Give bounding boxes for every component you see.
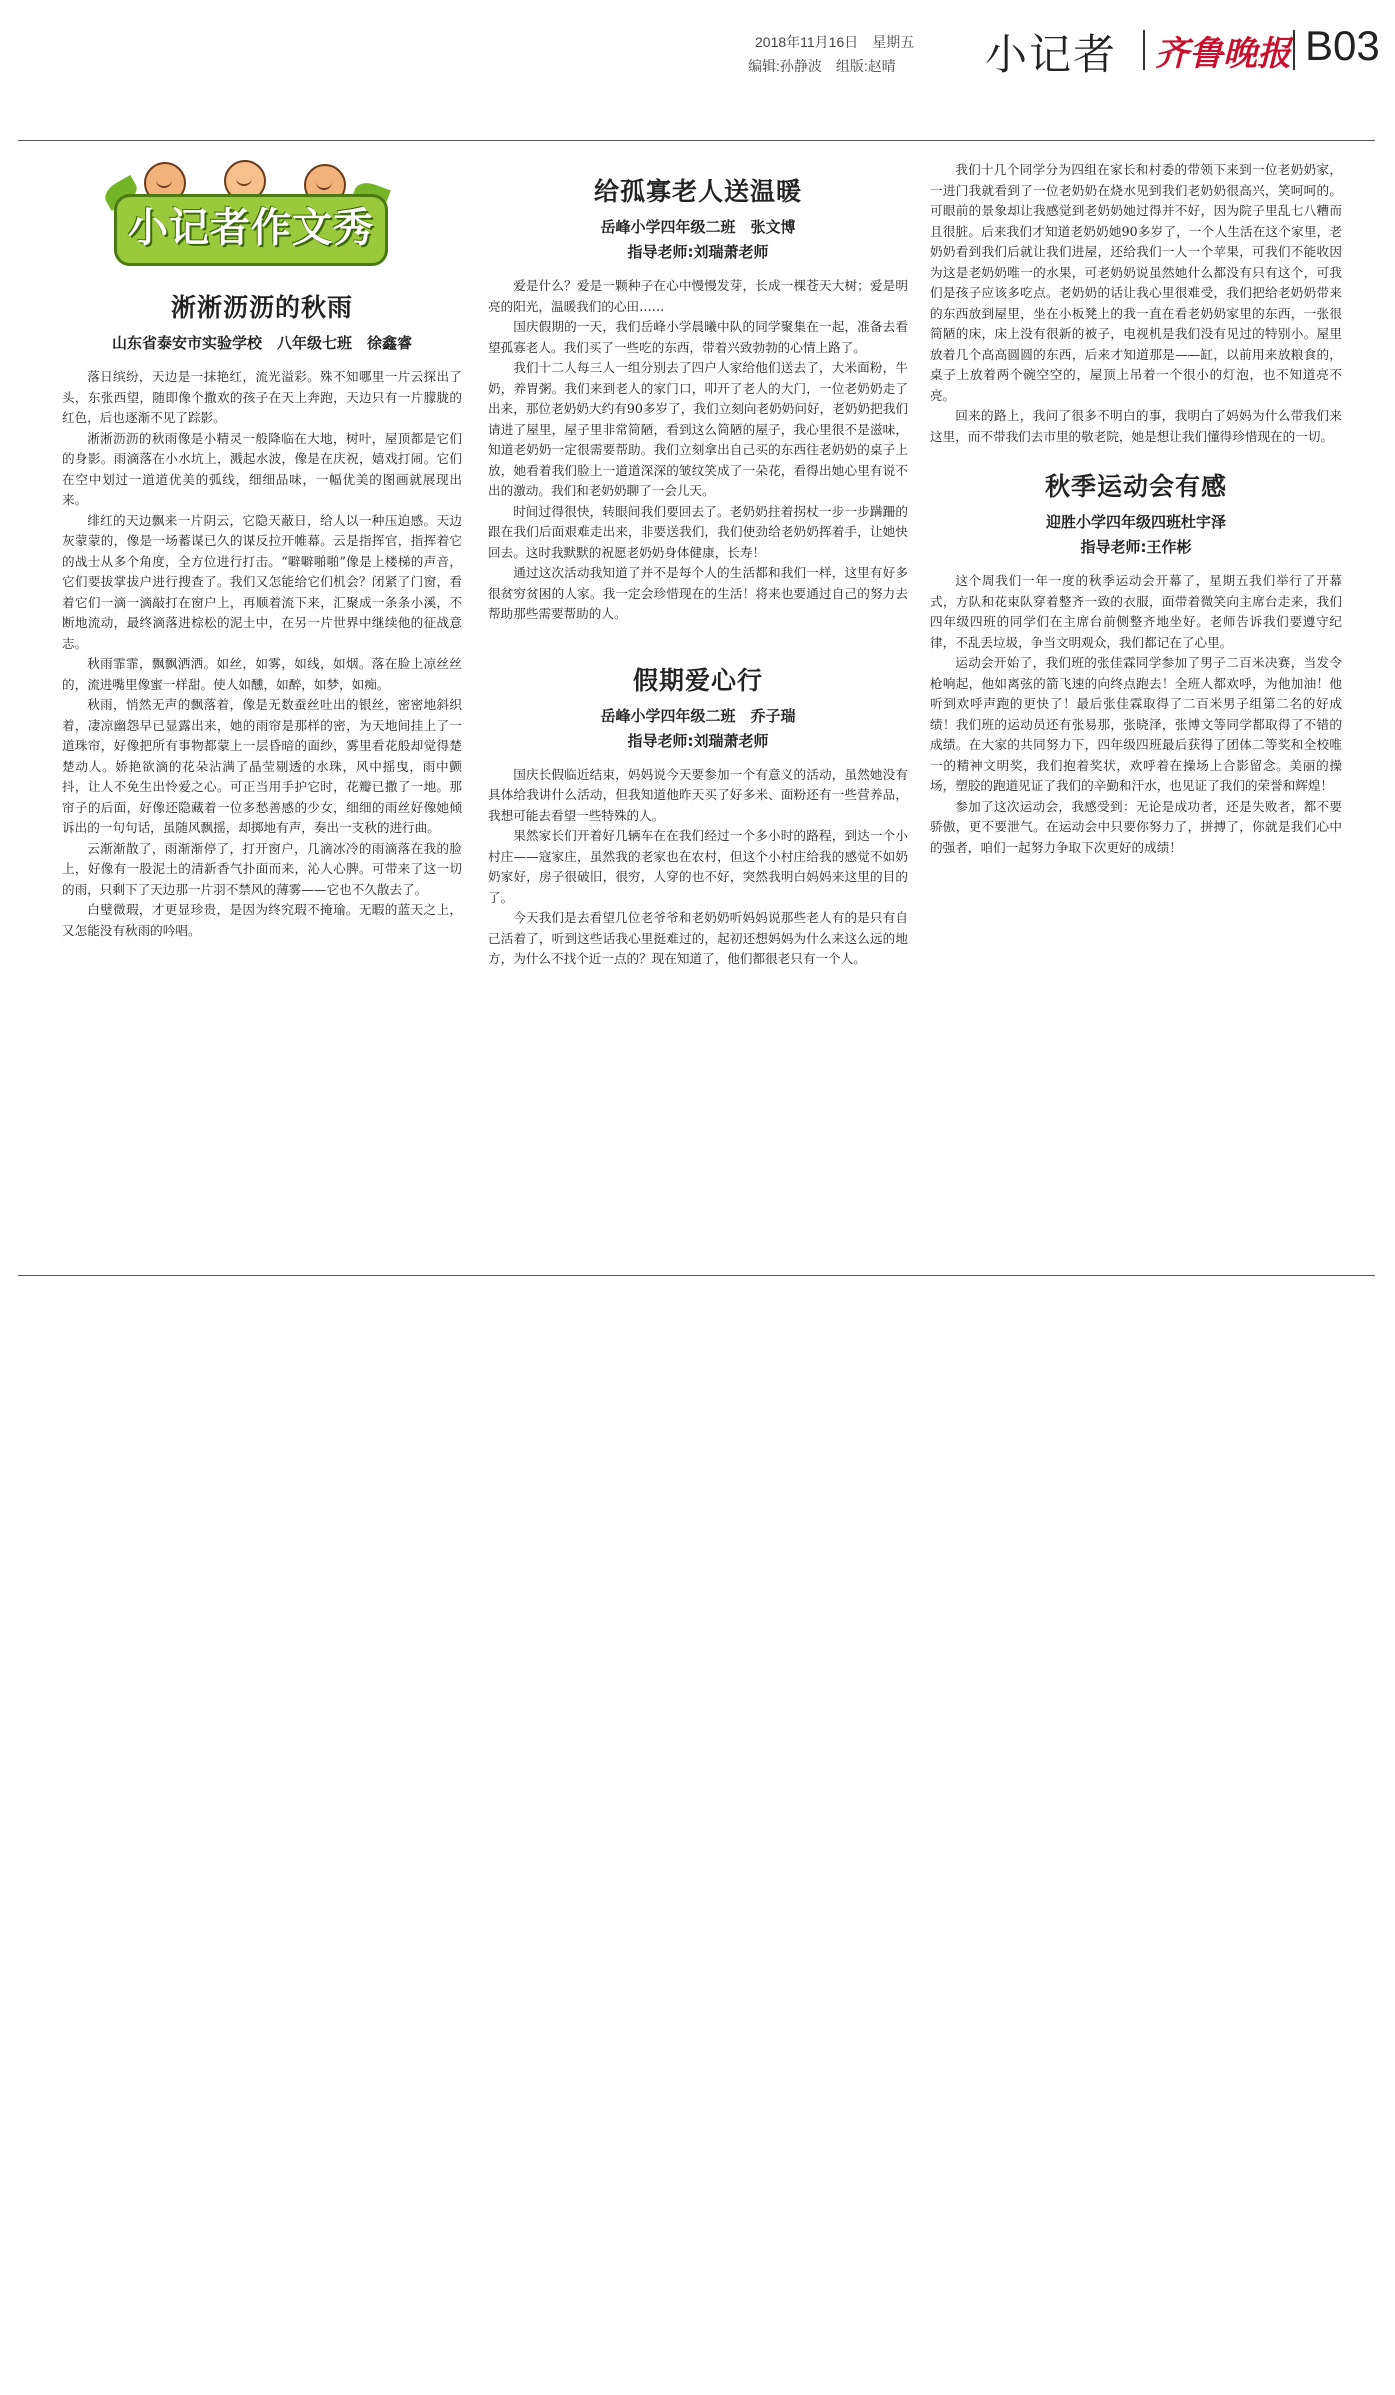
paragraph: 这个周我们一年一度的秋季运动会开幕了，星期五我们举行了开幕式，方队和花束队穿着整齐一致的衣服，面带着微笑向主席台走来，我们四年级四班的同学们在主席台前侧整齐地坐好。老师告诉我们要遵守纪律，不乱丢垃圾，争当文明观众，我们都记在了心里。 [930, 573, 1342, 650]
article-byline: 迎胜小学四年级四班杜宇泽 [1045, 513, 1226, 531]
paragraph: 落日缤纷，天边是一抹艳红，流光溢彩。殊不知哪里一片云探出了头，东张西望，随即像个撒欢的孩子在天上奔跑，天边只有一片朦胧的红色，后也逐渐不见了踪影。 [62, 369, 462, 425]
section-name: 小记者 [985, 30, 1118, 79]
article-teacher: 指导老师:刘瑞萧老师 [627, 731, 769, 750]
page-header [0, 0, 1395, 140]
article-title: 秋季运动会有感 [1044, 472, 1227, 501]
paragraph: 绯红的天边飘来一片阴云，它隐天蔽日，给人以一种压迫感。天边灰蒙蒙的，像是一场蓄谋已久的谋反拉开帷幕。云是指挥官，指挥着它的战士从多个角度，全方位进行打击。“噼噼啪啪”像是上楼梯的声音，它们要拔掌拔户进行搜查了。我们又怎能给它们机会？闭紧了门窗，看着它们一滴一滴敲打在窗户上，再顺着流下来，汇聚成一条条小溪，不断地流动，最终滴落进棕松的泥土中，在另一片世界中继续他的征战意志。 [62, 512, 462, 651]
paragraph: 国庆假期的一天，我们岳峰小学晨曦中队的同学聚集在一起，准备去看望孤寡老人。我们买了一些吃的东西，带着兴致勃勃的心情上路了。 [488, 319, 908, 355]
column-left [62, 160, 462, 1260]
article-teacher: 指导老师:刘瑞萧老师 [627, 243, 769, 261]
paragraph: 我们十二人每三人一组分别去了四户人家给他们送去了，大米面粉，牛奶，养胃粥。我们来到老人的家门口，叩开了老人的大门，一位老奶奶走了出来，那位老奶奶大约有90多岁了，我们立刻向老奶奶问好，老奶奶把我们请进了屋里，屋子里非常简陋，看到这么简陋的屋子，我心里很不是滋味，知道老奶奶一定很需要帮助。我们立刻拿出自己买的东西往老奶奶的桌子上放，她看着我们脸上一道道深深的皱纹笑成了一朵花，看得出她心里有说不出的激动。我们和老奶奶聊了一会儿天。 [488, 360, 908, 498]
article [62, 288, 462, 941]
article [488, 661, 908, 970]
paragraph: 淅淅沥沥的秋雨像是小精灵一般降临在大地，树叶，屋顶都是它们的身影。雨滴落在小水坑上，溅起水波，像是在庆祝，嬉戏打闹。它们在空中划过一道道优美的弧线，细细品味，一幅优美的图画就展现出来。 [62, 430, 462, 507]
article-byline: 岳峰小学四年级二班 乔子瑞 [600, 706, 796, 725]
column-logo [74, 160, 374, 272]
editor-credits: 编辑:孙静波 组版:赵晴 [748, 58, 896, 74]
paragraph: 通过这次活动我知道了并不是每个人的生活都和我们一样，这里有好多很贫穷贫困的人家。我一定会珍惜现在的生活！将来也要通过自己的努力去帮助那些需要帮助的人。 [488, 565, 908, 621]
paragraph-continued: 我们十几个同学分为四组在家长和村委的带领下来到一位老奶奶家，一进门我就看到了一位老奶奶在烧水见到我们老奶奶很高兴，笑呵呵的。可眼前的景象却让我感觉到老奶奶她过得并不好，因为院子里乱七八糟而且很脏。后来我们才知道老奶奶她90多岁了，一个人生活在这个家里，老奶奶看到我们后就让我们进屋，还给我们一人一个苹果，可我们不能收因为这是老奶奶唯一的水果，可老奶奶说虽然她什么都没有只有这个，可我们是孩子应该多吃点。老奶奶的话让我心里很难受，我们把给老奶奶带来的东西放到屋里，坐在小板凳上的我一直在看老奶奶家里的东西，一张很简陋的床，床上没有很新的被子，电视机是我们没有见过的特别小。屋里放着几个高高圆圆的东西，后来才知道那是——缸，以前用来放粮食的，桌子上放着两个碗空空的，屋顶上吊着一个很小的灯泡，也不知道亮不亮。 [930, 162, 1342, 403]
column-logo-text: 小记者作文秀 [128, 205, 374, 251]
article-title: 假期爱心行 [632, 665, 763, 695]
article-title: 淅淅沥沥的秋雨 [170, 293, 353, 322]
paragraph: 运动会开始了，我们班的张佳霖同学参加了男子二百米决赛，当发令枪响起，他如离弦的箭飞速的向终点跑去！全班人都欢呼，为他加油！他听到欢呼声跑的更快了！最后张佳霖取得了二百米男子组第二名的好成绩！我们班的运动员还有张易那，张晓泽，张博文等同学都取得了不错的成绩。在大家的共同努力下，四年级四班最后获得了团体二等奖和全校唯一的精神文明奖，我们抱着奖状，欢呼着在操场上合影留念。美丽的操场，塑胶的跑道见证了我们的辛勤和汗水，也见证了我们的荣誉和辉煌！ [930, 655, 1342, 793]
article-teacher: 指导老师:王作彬 [1080, 538, 1192, 556]
bottom-rule [18, 1275, 1375, 1276]
paragraph: 白璧微瑕，才更显珍贵，是因为终究瑕不掩瑜。无暇的蓝天之上，又怎能没有秋雨的吟唱。 [62, 902, 462, 938]
paragraph: 秋雨霏霏，飘飘洒洒。如丝，如雾，如线，如烟。落在脸上凉丝丝的，流进嘴里像蜜一样甜。使人如醺，如醉，如梦，如痴。 [62, 656, 462, 692]
paragraph: 果然家长们开着好几辆车在在我们经过一个多小时的路程，到达一个小村庄——寇家庄，虽然我的老家也在农村，但这个小村庄给我的感觉不如奶奶家好，房子很破旧，很穷，人穿的也不好，突然我明白妈妈来这里的目的了。 [488, 828, 908, 905]
column-right [930, 160, 1342, 1260]
paragraph: 爱是什么？爱是一颗种子在心中慢慢发芽，长成一棵苍天大树；爱是明亮的阳光，温暖我们的心田…… [488, 278, 908, 314]
header-divider [1293, 30, 1295, 70]
header-divider [1143, 30, 1145, 70]
article-byline: 岳峰小学四年级二班 张文博 [600, 218, 796, 236]
article [930, 467, 1342, 858]
paragraph: 时间过得很快，转眼间我们要回去了。老奶奶拄着拐杖一步一步蹒跚的跟在我们后面艰难走出来，非要送我们，我们使劲给老奶奶挥着手，让她快回去。这时我默默的祝愿老奶奶身体健康，长寿！ [488, 503, 908, 560]
page-number: B03 [1305, 22, 1380, 69]
article [488, 172, 908, 625]
column-middle [488, 160, 908, 1260]
paragraph: 国庆长假临近结束，妈妈说今天要参加一个有意义的活动，虽然她没有具体给我讲什么活动，但我知道他昨天买了好多米、面粉还有一些营养品，我想可能去看望一些特殊的人。 [488, 766, 908, 823]
newspaper-logo: 齐鲁晚报 [1155, 34, 1291, 74]
issue-date: 2018年11月16日 星期五 [755, 34, 915, 50]
paragraph: 今天我们是去看望几位老爷爷和老奶奶听妈妈说那些老人有的是只有自己活着了，听到这些话我心里挺难过的，起初还想妈妈为什么来这么远的地方，为什么不找个近一点的？现在知道了，他们都很老只有一个人。 [488, 910, 908, 966]
article-title: 给孤寡老人送温暖 [593, 177, 802, 206]
top-rule [18, 140, 1375, 141]
article-byline: 山东省泰安市实验学校 八年级七班 徐鑫睿 [111, 334, 412, 352]
paragraph: 参加了这次运动会，我感受到：无论是成功者，还是失败者，都不要骄傲，更不要泄气。在运动会中只要你努力了，拼搏了，你就是我们心中的强者，咱们一起努力争取下次更好的成绩！ [930, 798, 1342, 855]
paragraph: 云渐渐散了，雨渐渐停了，打开窗户，几滴冰冷的雨滴落在我的脸上，好像有一股泥土的清新香气扑面而来，沁人心脾。可带来了这一切的雨，只剩下了天边那一片羽不禁风的薄雾——它也不久散去了。 [62, 840, 462, 897]
paragraph: 秋雨，悄然无声的飘落着，像是无数蚕丝吐出的银丝，密密地斜织着，凄凉幽怨早已显露出来，她的雨帘是那样的密，为天地间挂上了一道珠帘，好像把所有事物都蒙上一层昏暗的面纱，雾里看花般却觉得楚楚动人。娇艳欲滴的花朵沾满了晶莹剔透的水珠，风中摇曳，雨中颤抖，让人不免生出怜爱之心。可正当用手护它时，花瓣已撒了一地。那帘子的后面，好像还隐藏着一位多愁善感的少女，细细的雨丝好像她倾诉出的一句句话，虽随风飘摇，却掷地有声，奏出一支秋的进行曲。 [62, 697, 462, 835]
paragraph: 回来的路上，我问了很多不明白的事，我明白了妈妈为什么带我们来这里，而不带我们去市里的敬老院，她是想让我们懂得珍惜现在的一切。 [930, 408, 1342, 444]
